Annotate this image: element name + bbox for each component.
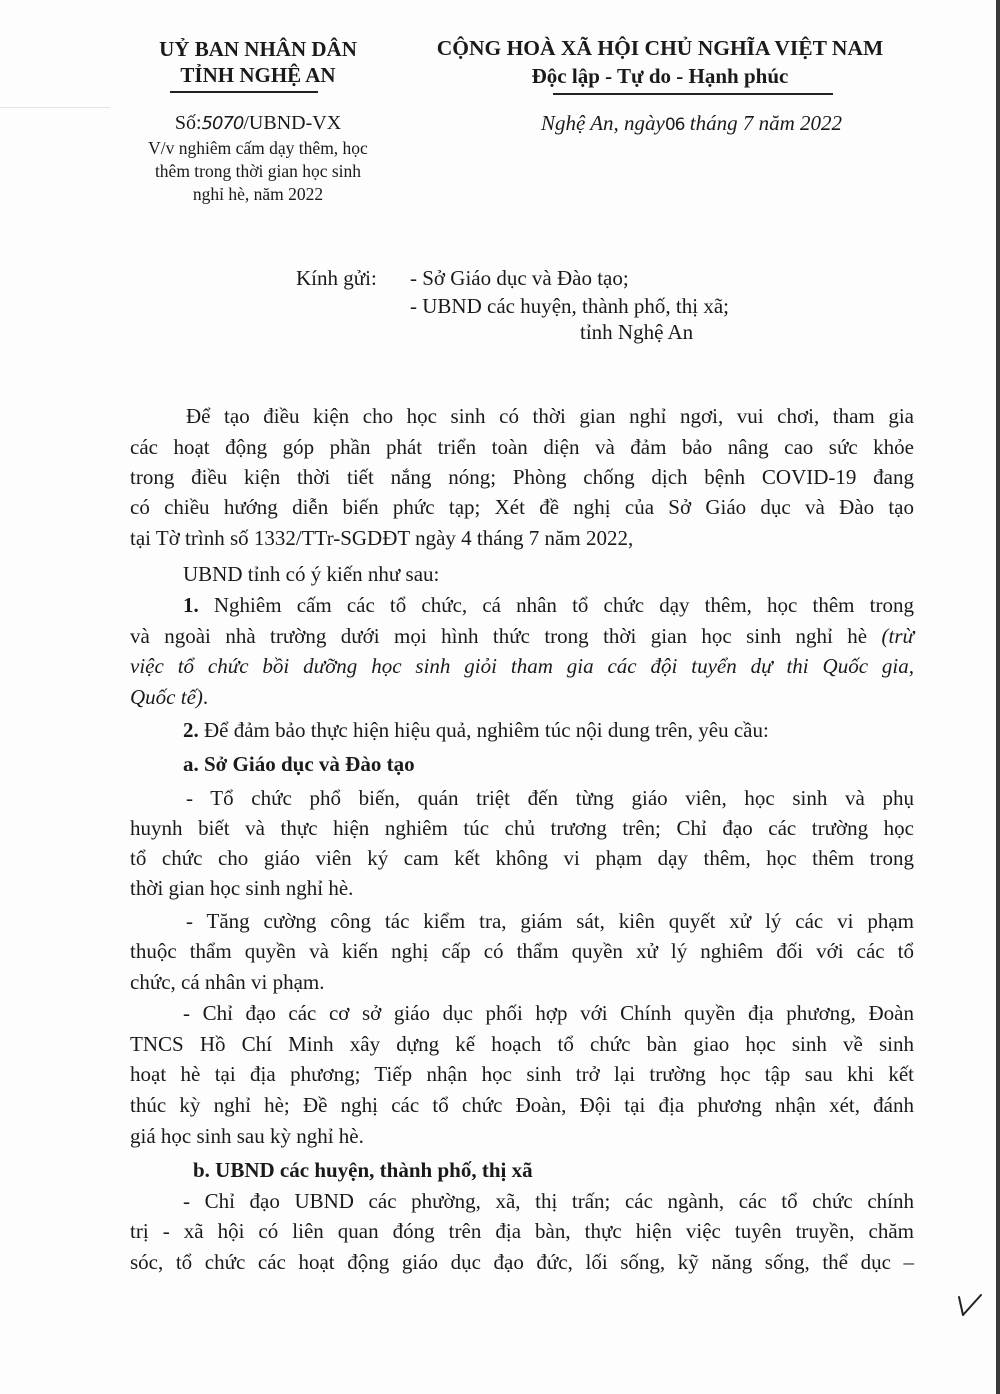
item-1-line: và ngoài nhà trường dưới mọi hình thức trong thời gian học sinh nghỉ hè (trừ [130,624,914,648]
item-1-line: 1. Nghiêm cấm các tổ chức, cá nhân tổ chức dạy thêm, học thêm trong [183,593,914,617]
section-b-heading: b. UBND các huyện, thành phố, thị xã [193,1158,533,1182]
section-a-bullet-line: - Tổ chức phổ biến, quán triệt đến từng giáo viên, học sinh và phụ [186,786,914,810]
opinion-line: UBND tỉnh có ý kiến như sau: [183,562,440,586]
scan-artifact-line [0,107,110,108]
intro-line: có chiều hướng diễn biến phức tạp; Xét đề nghị của Sở Giáo dục và Đào tạo [130,495,914,519]
motto-underline [553,93,833,95]
section-a-bullet-line: thời gian học sinh nghỉ hè. [130,876,354,900]
intro-line: tại Tờ trình số 1332/TTr-SGDĐT ngày 4 tháng 7 năm 2022, [130,526,634,550]
agency-underline [170,91,318,93]
subject-line: thêm trong thời gian học sinh [154,161,362,181]
recipients-label: Kính gửi: [296,266,377,290]
document-subject [108,137,408,206]
place-date [541,111,842,136]
section-a-bullet-line: thuộc thẩm quyền và kiến nghị cấp có thẩm quyền xử lý nghiêm đối với các tổ [130,939,914,963]
intro-line: Để tạo điều kiện cho học sinh có thời gian nghỉ ngơi, vui chơi, tham gia [186,404,914,428]
intro-line: trong điều kiện thời tiết nắng nóng; Phòng chống dịch bệnh COVID-19 đang [130,465,914,489]
recipient-item: - UBND các huyện, thành phố, thị xã; [410,294,730,318]
place-date-prefix: Nghệ An, ngày [541,111,665,135]
national-motto: Độc lập - Tự do - Hạnh phúc [531,64,789,88]
section-a-heading: a. Sở Giáo dục và Đào tạo [183,752,415,776]
section-a-bullet-line: - Tăng cường công tác kiểm tra, giám sát, kiên quyết xử lý các vi phạm [186,909,914,933]
section-a-bullet-line: hoạt hè tại địa phương; Tiếp nhận học sinh trở lại trường học tập sau khi kết [130,1062,914,1086]
document-number-handwritten: 5070 [201,113,244,134]
item-number: 1. [183,593,199,617]
section-a-bullet-line: giá học sinh sau kỳ nghỉ hè. [130,1124,364,1148]
recipient-continuation: tỉnh Nghệ An [580,320,694,344]
nation-title: CỘNG HOÀ XÃ HỘI CHỦ NGHĨA VIỆT NAM [436,36,884,60]
document-number-suffix: /UBND-VX [243,112,342,134]
section-a-bullet-line: thúc kỳ nghỉ hè; Đề nghị các tổ chức Đoàn, Đội tại địa phương nhận xét, đánh [130,1093,914,1117]
checkmark-icon [955,1291,985,1319]
subject-line: nghỉ hè, năm 2022 [192,184,324,204]
section-b-bullet-line: sóc, tổ chức các hoạt động giáo dục đạo đức, lối sống, kỹ năng sống, thể dục – [130,1250,914,1274]
section-a-bullet-line: tổ chức cho giáo viên ký cam kết không vi phạm dạy thêm, học thêm trong [130,846,914,870]
document-number-prefix: Số: [174,112,202,134]
item-1-line: Quốc tế). [130,685,209,709]
subject-line: V/v nghiêm cấm dạy thêm, học [148,138,368,158]
section-b-bullet-line: - Chỉ đạo UBND các phường, xã, thị trấn; các ngành, các tổ chức chính [183,1189,914,1213]
intro-line: các hoạt động góp phần phát triển toàn diện và đảm bảo nâng cao sức khỏe [130,435,914,459]
recipient-item: - Sở Giáo dục và Đào tạo; [410,266,629,290]
item-number: 2. [183,718,199,742]
document-number [108,112,408,135]
item-1-line: việc tổ chức bồi dưỡng học sinh giỏi tham gia các đội tuyển dự thi Quốc gia, [130,654,914,678]
date-day-handwritten: 06 [664,115,685,135]
page-edge-border [996,0,1000,1394]
section-a-bullet-line: chức, cá nhân vi phạm. [130,970,325,994]
place-date-suffix: tháng 7 năm 2022 [684,111,842,135]
section-b-bullet-line: trị - xã hội có liên quan đóng trên địa bàn, thực hiện việc tuyên truyền, chăm [130,1219,914,1243]
agency-name-line-2: TỈNH NGHỆ AN [180,63,336,87]
item-2-line: 2. Để đảm bảo thực hiện hiệu quả, nghiêm túc nội dung trên, yêu cầu: [183,718,769,742]
agency-name-line-1: UỶ BAN NHÂN DÂN [159,37,357,61]
section-a-bullet-line: TNCS Hồ Chí Minh xây dựng kế hoạch tổ chức bàn giao học sinh về sinh [130,1032,914,1056]
section-a-bullet-line: - Chỉ đạo các cơ sở giáo dục phối hợp với Chính quyền địa phương, Đoàn [183,1001,914,1025]
section-a-bullet-line: huynh biết và thực hiện nghiêm túc chủ trương trên; Chỉ đạo các trường học [130,816,914,840]
